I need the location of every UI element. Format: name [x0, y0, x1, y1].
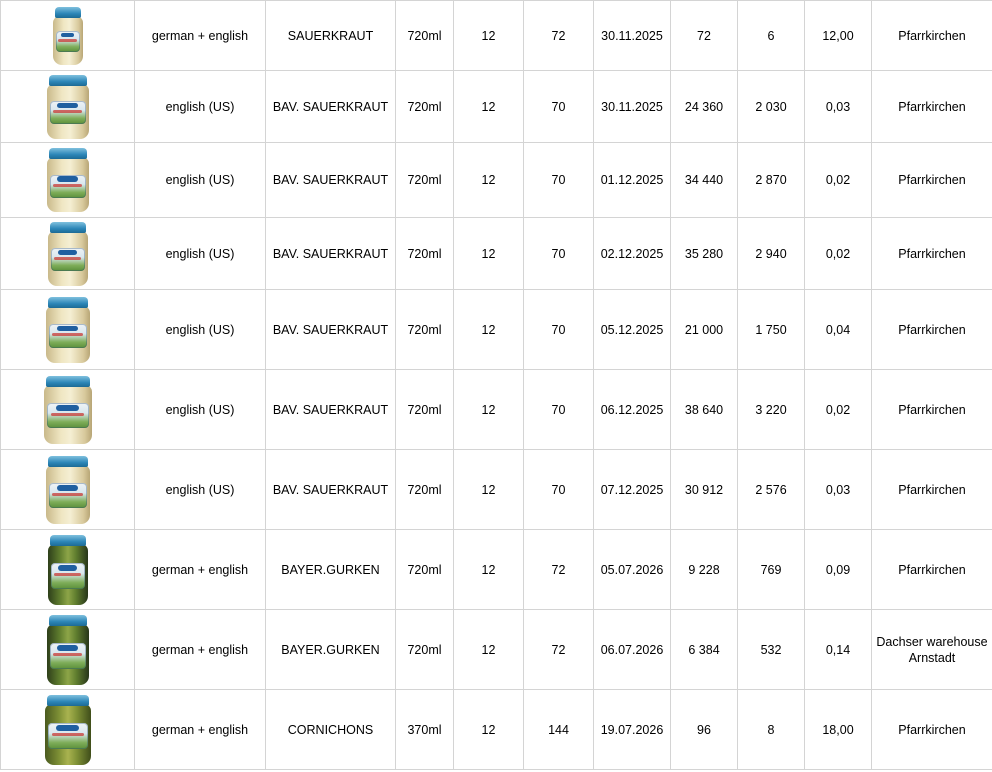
sauerkraut-jar-icon: [47, 148, 89, 212]
units-per-case-cell: 12: [454, 1, 524, 71]
quantity-units-cell: 9 228: [671, 530, 738, 610]
product-name-cell: BAYER.GURKEN: [266, 610, 396, 690]
product-image-cell: [1, 71, 135, 143]
product-image-cell: [1, 450, 135, 530]
cases-per-pallet-cell: 70: [524, 370, 594, 450]
quantity-cases-cell: 6: [738, 1, 805, 71]
product-name-cell: BAV. SAUERKRAUT: [266, 143, 396, 218]
price-cell: 0,02: [805, 218, 872, 290]
volume-cell: 720ml: [396, 143, 454, 218]
language-cell: english (US): [135, 71, 266, 143]
quantity-units-cell: 34 440: [671, 143, 738, 218]
product-image-cell: [1, 370, 135, 450]
language-cell: german + english: [135, 690, 266, 770]
product-name-cell: CORNICHONS: [266, 690, 396, 770]
cases-per-pallet-cell: 72: [524, 1, 594, 71]
quantity-units-cell: 6 384: [671, 610, 738, 690]
cases-per-pallet-cell: 72: [524, 610, 594, 690]
table-row: [1, 71, 992, 143]
sauerkraut-jar-icon: [53, 7, 83, 65]
price-cell: 0,02: [805, 370, 872, 450]
units-per-case-cell: 12: [454, 143, 524, 218]
price-cell: 0,03: [805, 450, 872, 530]
volume-cell: 720ml: [396, 218, 454, 290]
product-name-cell: BAV. SAUERKRAUT: [266, 71, 396, 143]
pickles-jar-icon: [48, 535, 88, 605]
quantity-units-cell: 35 280: [671, 218, 738, 290]
quantity-units-cell: 72: [671, 1, 738, 71]
volume-cell: 720ml: [396, 290, 454, 370]
cases-per-pallet-cell: 70: [524, 143, 594, 218]
cornichons-jar-icon: [45, 695, 91, 765]
units-per-case-cell: 12: [454, 610, 524, 690]
quantity-cases-cell: 1 750: [738, 290, 805, 370]
language-cell: german + english: [135, 530, 266, 610]
language-cell: english (US): [135, 370, 266, 450]
best-before-date-cell: 19.07.2026: [594, 690, 671, 770]
units-per-case-cell: 12: [454, 218, 524, 290]
location-cell: Pfarrkirchen: [872, 1, 992, 71]
location-cell: Pfarrkirchen: [872, 71, 992, 143]
quantity-cases-cell: 769: [738, 530, 805, 610]
table-row: [1, 1, 992, 71]
price-cell: 0,14: [805, 610, 872, 690]
product-image-cell: [1, 143, 135, 218]
quantity-cases-cell: 8: [738, 690, 805, 770]
product-image-cell: [1, 610, 135, 690]
product-name-cell: BAV. SAUERKRAUT: [266, 450, 396, 530]
quantity-units-cell: 96: [671, 690, 738, 770]
cases-per-pallet-cell: 72: [524, 530, 594, 610]
location-cell: Pfarrkirchen: [872, 218, 992, 290]
quantity-cases-cell: 2 870: [738, 143, 805, 218]
price-cell: 0,09: [805, 530, 872, 610]
product-name-cell: BAV. SAUERKRAUT: [266, 290, 396, 370]
sauerkraut-jar-icon: [44, 376, 92, 444]
table-row: [1, 610, 992, 690]
product-name-cell: SAUERKRAUT: [266, 1, 396, 71]
language-cell: german + english: [135, 1, 266, 71]
table-row: [1, 218, 992, 290]
best-before-date-cell: 02.12.2025: [594, 218, 671, 290]
product-image-cell: [1, 690, 135, 770]
language-cell: german + english: [135, 610, 266, 690]
sauerkraut-jar-icon: [46, 297, 90, 363]
quantity-units-cell: 24 360: [671, 71, 738, 143]
units-per-case-cell: 12: [454, 450, 524, 530]
language-cell: english (US): [135, 143, 266, 218]
quantity-units-cell: 30 912: [671, 450, 738, 530]
quantity-cases-cell: 532: [738, 610, 805, 690]
best-before-date-cell: 07.12.2025: [594, 450, 671, 530]
quantity-cases-cell: 2 030: [738, 71, 805, 143]
best-before-date-cell: 06.07.2026: [594, 610, 671, 690]
cases-per-pallet-cell: 144: [524, 690, 594, 770]
product-image-cell: [1, 1, 135, 71]
sauerkraut-jar-icon: [46, 456, 90, 524]
language-cell: english (US): [135, 218, 266, 290]
quantity-units-cell: 38 640: [671, 370, 738, 450]
location-cell: Pfarrkirchen: [872, 143, 992, 218]
volume-cell: 720ml: [396, 1, 454, 71]
quantity-cases-cell: 3 220: [738, 370, 805, 450]
sauerkraut-jar-icon: [48, 222, 88, 286]
table-row: [1, 143, 992, 218]
table-row: [1, 370, 992, 450]
location-cell: Pfarrkirchen: [872, 290, 992, 370]
volume-cell: 720ml: [396, 71, 454, 143]
volume-cell: 720ml: [396, 610, 454, 690]
table-row: [1, 290, 992, 370]
best-before-date-cell: 01.12.2025: [594, 143, 671, 218]
sauerkraut-jar-icon: [47, 75, 89, 139]
location-cell: Pfarrkirchen: [872, 370, 992, 450]
table-row: [1, 530, 992, 610]
units-per-case-cell: 12: [454, 690, 524, 770]
price-cell: 18,00: [805, 690, 872, 770]
location-cell: Pfarrkirchen: [872, 450, 992, 530]
location-cell: Dachser warehouse Arnstadt: [872, 610, 992, 690]
product-name-cell: BAV. SAUERKRAUT: [266, 218, 396, 290]
quantity-units-cell: 21 000: [671, 290, 738, 370]
cases-per-pallet-cell: 70: [524, 290, 594, 370]
price-cell: 12,00: [805, 1, 872, 71]
units-per-case-cell: 12: [454, 290, 524, 370]
price-cell: 0,04: [805, 290, 872, 370]
best-before-date-cell: 05.12.2025: [594, 290, 671, 370]
location-cell: Pfarrkirchen: [872, 530, 992, 610]
language-cell: english (US): [135, 290, 266, 370]
cases-per-pallet-cell: 70: [524, 71, 594, 143]
best-before-date-cell: 30.11.2025: [594, 71, 671, 143]
product-image-cell: [1, 218, 135, 290]
price-cell: 0,03: [805, 71, 872, 143]
table-row: [1, 690, 992, 770]
product-name-cell: BAYER.GURKEN: [266, 530, 396, 610]
units-per-case-cell: 12: [454, 370, 524, 450]
table-row: [1, 450, 992, 530]
product-image-cell: [1, 530, 135, 610]
product-image-cell: [1, 290, 135, 370]
price-cell: 0,02: [805, 143, 872, 218]
cases-per-pallet-cell: 70: [524, 218, 594, 290]
units-per-case-cell: 12: [454, 71, 524, 143]
volume-cell: 720ml: [396, 530, 454, 610]
pickles-jar-icon: [47, 615, 89, 685]
units-per-case-cell: 12: [454, 530, 524, 610]
table-body: [1, 1, 992, 770]
volume-cell: 370ml: [396, 690, 454, 770]
quantity-cases-cell: 2 576: [738, 450, 805, 530]
quantity-cases-cell: 2 940: [738, 218, 805, 290]
location-cell: Pfarrkirchen: [872, 690, 992, 770]
best-before-date-cell: 06.12.2025: [594, 370, 671, 450]
best-before-date-cell: 05.07.2026: [594, 530, 671, 610]
best-before-date-cell: 30.11.2025: [594, 1, 671, 71]
language-cell: english (US): [135, 450, 266, 530]
volume-cell: 720ml: [396, 450, 454, 530]
product-name-cell: BAV. SAUERKRAUT: [266, 370, 396, 450]
cases-per-pallet-cell: 70: [524, 450, 594, 530]
volume-cell: 720ml: [396, 370, 454, 450]
